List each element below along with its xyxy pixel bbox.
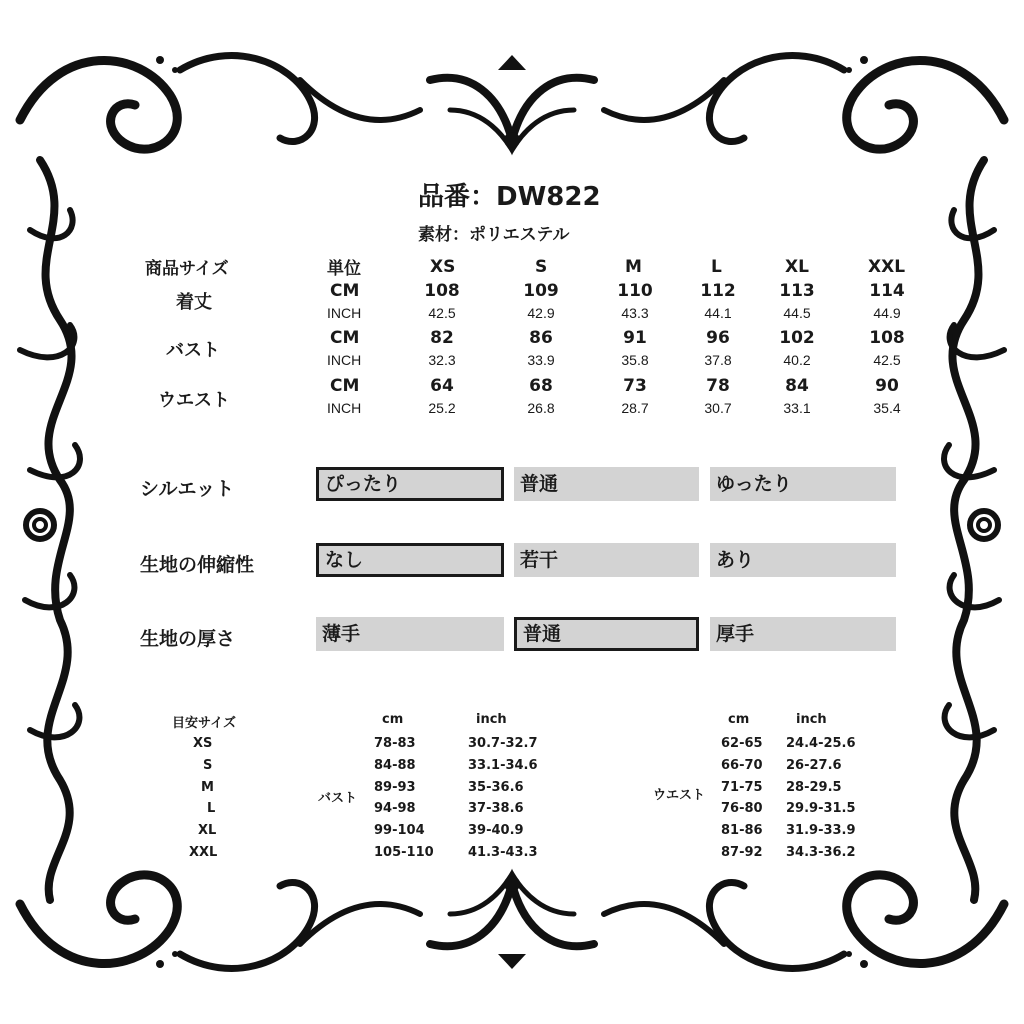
inch-value: 42.9 <box>527 305 555 321</box>
guide-size: XL <box>198 823 217 838</box>
inch-value: 33.1 <box>783 400 811 416</box>
guide-bust-inch: 33.1-34.6 <box>468 758 538 773</box>
cm-value: 86 <box>529 328 553 348</box>
attribute-option: 普通 <box>514 467 699 501</box>
size-table-header-label: 商品サイズ <box>145 259 229 279</box>
guide-waist-inch: 31.9-33.9 <box>786 823 856 838</box>
cm-value: 108 <box>424 281 460 301</box>
inch-value: 42.5 <box>428 305 456 321</box>
guide-waist-label: ウエスト <box>653 788 706 803</box>
guide-waist-inch: 28-29.5 <box>786 780 842 795</box>
page-title: 品番：DW822 <box>418 182 601 212</box>
cm-value: 82 <box>430 328 454 348</box>
guide-waist-inch: 34.3-36.2 <box>786 845 856 860</box>
guide-waist-cm: 62-65 <box>721 736 763 751</box>
guide-waist-cm: 81-86 <box>721 823 763 838</box>
cm-value: 73 <box>623 376 647 396</box>
guide-waist-inch: 24.4-25.6 <box>786 736 856 751</box>
cm-value: 109 <box>523 281 559 301</box>
guide-waist-cm: 71-75 <box>721 780 763 795</box>
size-header-m: M <box>625 257 642 277</box>
row-label: 着丈 <box>176 292 212 313</box>
cm-value: 112 <box>700 281 736 301</box>
cm-value: 68 <box>529 376 553 396</box>
guide-bust-inch: 35-36.6 <box>468 780 524 795</box>
guide-bust-cm-header: cm <box>382 712 404 727</box>
attribute-option: 普通 <box>514 617 699 651</box>
cm-unit: CM <box>330 281 360 301</box>
inch-value: 44.9 <box>873 305 901 321</box>
cm-value: 78 <box>706 376 730 396</box>
cm-value: 96 <box>706 328 730 348</box>
size-header-xxl: XXL <box>868 257 906 277</box>
inch-unit: INCH <box>327 352 362 368</box>
inch-value: 25.2 <box>428 400 456 416</box>
cm-value: 110 <box>617 281 653 301</box>
attribute-option: 薄手 <box>316 617 504 651</box>
inch-value: 37.8 <box>704 352 732 368</box>
guide-bust-inch: 30.7-32.7 <box>468 736 538 751</box>
guide-bust-cm: 99-104 <box>374 823 425 838</box>
attribute-option: なし <box>316 543 504 577</box>
inch-value: 35.4 <box>873 400 901 416</box>
inch-value: 44.5 <box>783 305 811 321</box>
guide-bust-inch: 37-38.6 <box>468 801 524 816</box>
attribute-label: シルエット <box>140 478 235 500</box>
guide-bust-inch: 39-40.9 <box>468 823 524 838</box>
guide-bust-cm: 78-83 <box>374 736 416 751</box>
guide-waist-inch: 26-27.6 <box>786 758 842 773</box>
inch-unit: INCH <box>327 400 362 416</box>
attribute-label: 生地の厚さ <box>140 628 236 650</box>
inch-value: 26.8 <box>527 400 555 416</box>
guide-bust-cm: 105-110 <box>374 845 434 860</box>
material-label: 素材：ポリエステル <box>418 225 570 245</box>
inch-value: 35.8 <box>621 352 649 368</box>
inch-value: 33.9 <box>527 352 555 368</box>
attribute-option: ゆったり <box>710 467 896 501</box>
guide-size: S <box>203 758 213 773</box>
guide-bust-cm: 94-98 <box>374 801 416 816</box>
guide-waist-cm-header: cm <box>728 712 750 727</box>
guide-bust-cm: 89-93 <box>374 780 416 795</box>
inch-value: 30.7 <box>704 400 732 416</box>
cm-value: 64 <box>430 376 454 396</box>
guide-size: M <box>201 780 214 795</box>
guide-waist-cm: 87-92 <box>721 845 763 860</box>
attribute-option: あり <box>710 543 896 577</box>
guide-size: XXL <box>189 845 218 860</box>
row-label: ウエスト <box>158 390 230 411</box>
guide-bust-cm: 84-88 <box>374 758 416 773</box>
inch-value: 28.7 <box>621 400 649 416</box>
size-header-l: L <box>711 257 722 277</box>
guide-bust-label: バスト <box>318 791 358 806</box>
guide-bust-inch-header: inch <box>476 712 507 727</box>
inch-unit: INCH <box>327 305 362 321</box>
cm-value: 114 <box>869 281 905 301</box>
attribute-option: 厚手 <box>710 617 896 651</box>
cm-value: 108 <box>869 328 905 348</box>
attribute-option: ぴったり <box>316 467 504 501</box>
attribute-label: 生地の伸縮性 <box>140 554 255 576</box>
inch-value: 43.3 <box>621 305 649 321</box>
size-header-xl: XL <box>785 257 809 277</box>
guide-bust-inch: 41.3-43.3 <box>468 845 538 860</box>
guide-title: 目安サイズ <box>172 716 236 731</box>
guide-waist-cm: 76-80 <box>721 801 763 816</box>
cm-value: 84 <box>785 376 809 396</box>
guide-waist-inch: 29.9-31.5 <box>786 801 856 816</box>
inch-value: 32.3 <box>428 352 456 368</box>
size-header-s: S <box>535 257 548 277</box>
size-header-xs: XS <box>430 257 456 277</box>
guide-size: XS <box>193 736 213 751</box>
cm-value: 102 <box>779 328 815 348</box>
cm-value: 91 <box>623 328 647 348</box>
guide-size: L <box>207 801 216 816</box>
cm-unit: CM <box>330 376 360 396</box>
guide-waist-inch-header: inch <box>796 712 827 727</box>
inch-value: 44.1 <box>704 305 732 321</box>
inch-value: 40.2 <box>783 352 811 368</box>
attribute-option: 若干 <box>514 543 699 577</box>
cm-value: 113 <box>779 281 815 301</box>
row-label: バスト <box>166 340 220 361</box>
cm-unit: CM <box>330 328 360 348</box>
guide-waist-cm: 66-70 <box>721 758 763 773</box>
inch-value: 42.5 <box>873 352 901 368</box>
unit-header: 単位 <box>327 259 361 279</box>
cm-value: 90 <box>875 376 899 396</box>
